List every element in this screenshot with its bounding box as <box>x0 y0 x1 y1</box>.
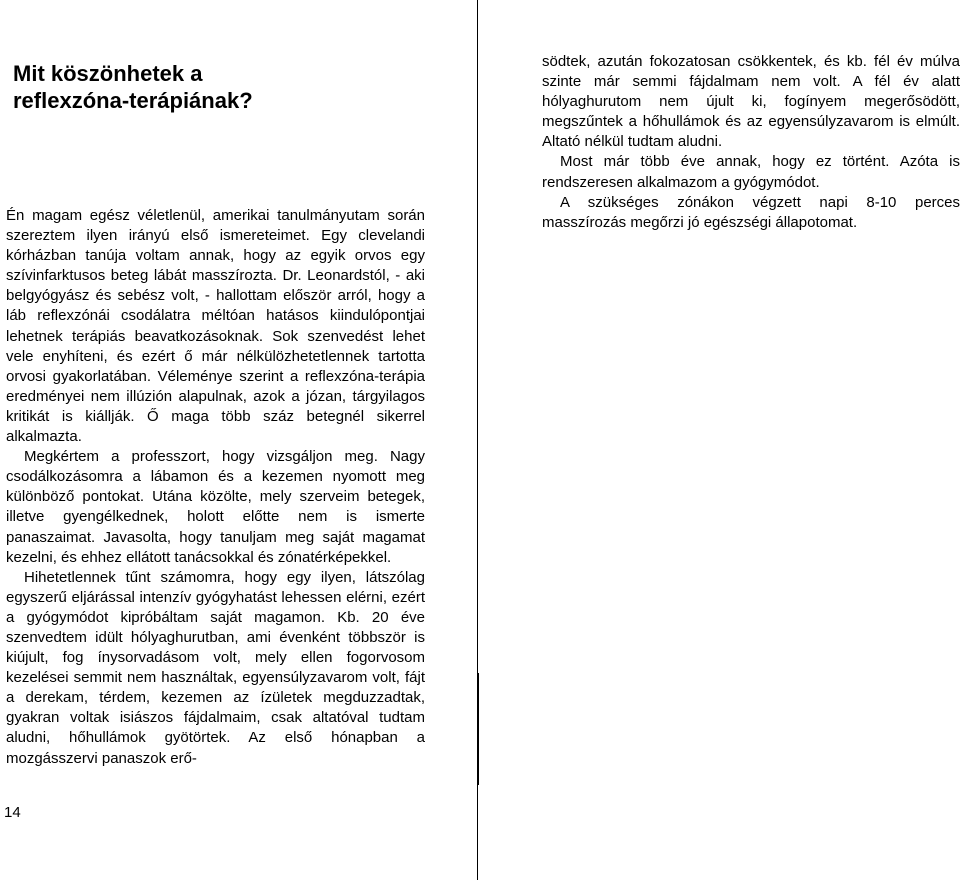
chapter-title-line-1: Mit köszönhetek a <box>13 61 203 86</box>
paragraph-1: Én magam egész véletlenül, amerikai tanulmányutam során szereztem ilyen irányú első ismereteimet. Egy clevelandi kórházban tanúja voltam annak, hogy az egyik orvos egy szívinfarktusos beteg lábát masszírozta. Dr. Leonardstól, - aki belgyógyász és sebész volt, - hallottam először arról, hogy a láb reflexzónái csodálatra méltóan hatásos kiindulópontjai lehetnek terápiás beavatkozásoknak. Sok szenvedést lehet vele enyhíteni, és ezért ő már nélkülözhetetlennek tartotta orvosi gyakorlatában. Véleménye szerint a reflexzóna-terápia eredményei nem illúzión alapulnak, azok a józan, tárgyilagos kritikát is kiállják. Ő maga több száz betegnél sikerrel alkalmazta. <box>6 207 425 446</box>
page-number: 14 <box>4 804 21 821</box>
paragraph-3: Hihetetlennek tűnt számomra, hogy egy ilyen, látszólag egyszerű eljárással intenzív gyógyhatást lehessen elérni, ezért a gyógymódot kipróbáltam saját magamon. Kb. 20 éve szenvedtem idült hólyaghurutban, ami évenként többször is kiújult, fog ínysorvadásom volt, mely ellen fogorvosom kezelései semmit nem használtak, egyensúlyzavarom volt, fájt a derekam, térdem, kezemen az ízületek megduzzadtak, gyakran voltak isiászos fájdalmaim, csak altatóval tudtam aludni, hőhullámok gyötörtek. Az első hónapban a mozgásszervi panaszok erő- <box>6 568 425 767</box>
paragraph-2: Megkértem a professzort, hogy vizsgáljon meg. Nagy csodálkozásomra a lábamon és a kezemen nyomott meg különböző pontokat. Utána közölte, mely szerveim betegek, illetve gyengélkednek, holott előtte nem is ismerte panaszaimat. Javasolta, hogy tanuljam meg saját magamat kezelni, és ehhez ellátott tanácsokkal és zónatérképekkel. <box>6 448 425 566</box>
column-divider-accent <box>477 673 479 785</box>
left-text-column <box>6 206 425 769</box>
paragraph-5: Most már több éve annak, hogy ez történt. Azóta is rendszeresen alkalmazom a gyógymódot. <box>542 153 960 191</box>
chapter-title-line-2: reflexzóna-terápiának? <box>13 88 253 113</box>
paragraph-6: A szükséges zónákon végzett napi 8-10 perces masszírozás megőrzi jó egészségi állapotomat. <box>542 193 960 231</box>
paragraph-4: södtek, azután fokozatosan csökkentek, és kb. fél év múlva szinte már semmi fájdalmam nem volt. A fél év alatt hólyaghurutom nem újult ki, fogínyem megerősödött, megszűntek a hőhullámok és az egyensúlyzavarom is elmúlt. Altató nélkül tudtam aludni. <box>542 53 960 151</box>
right-text-column <box>542 52 960 233</box>
chapter-title <box>13 60 453 114</box>
